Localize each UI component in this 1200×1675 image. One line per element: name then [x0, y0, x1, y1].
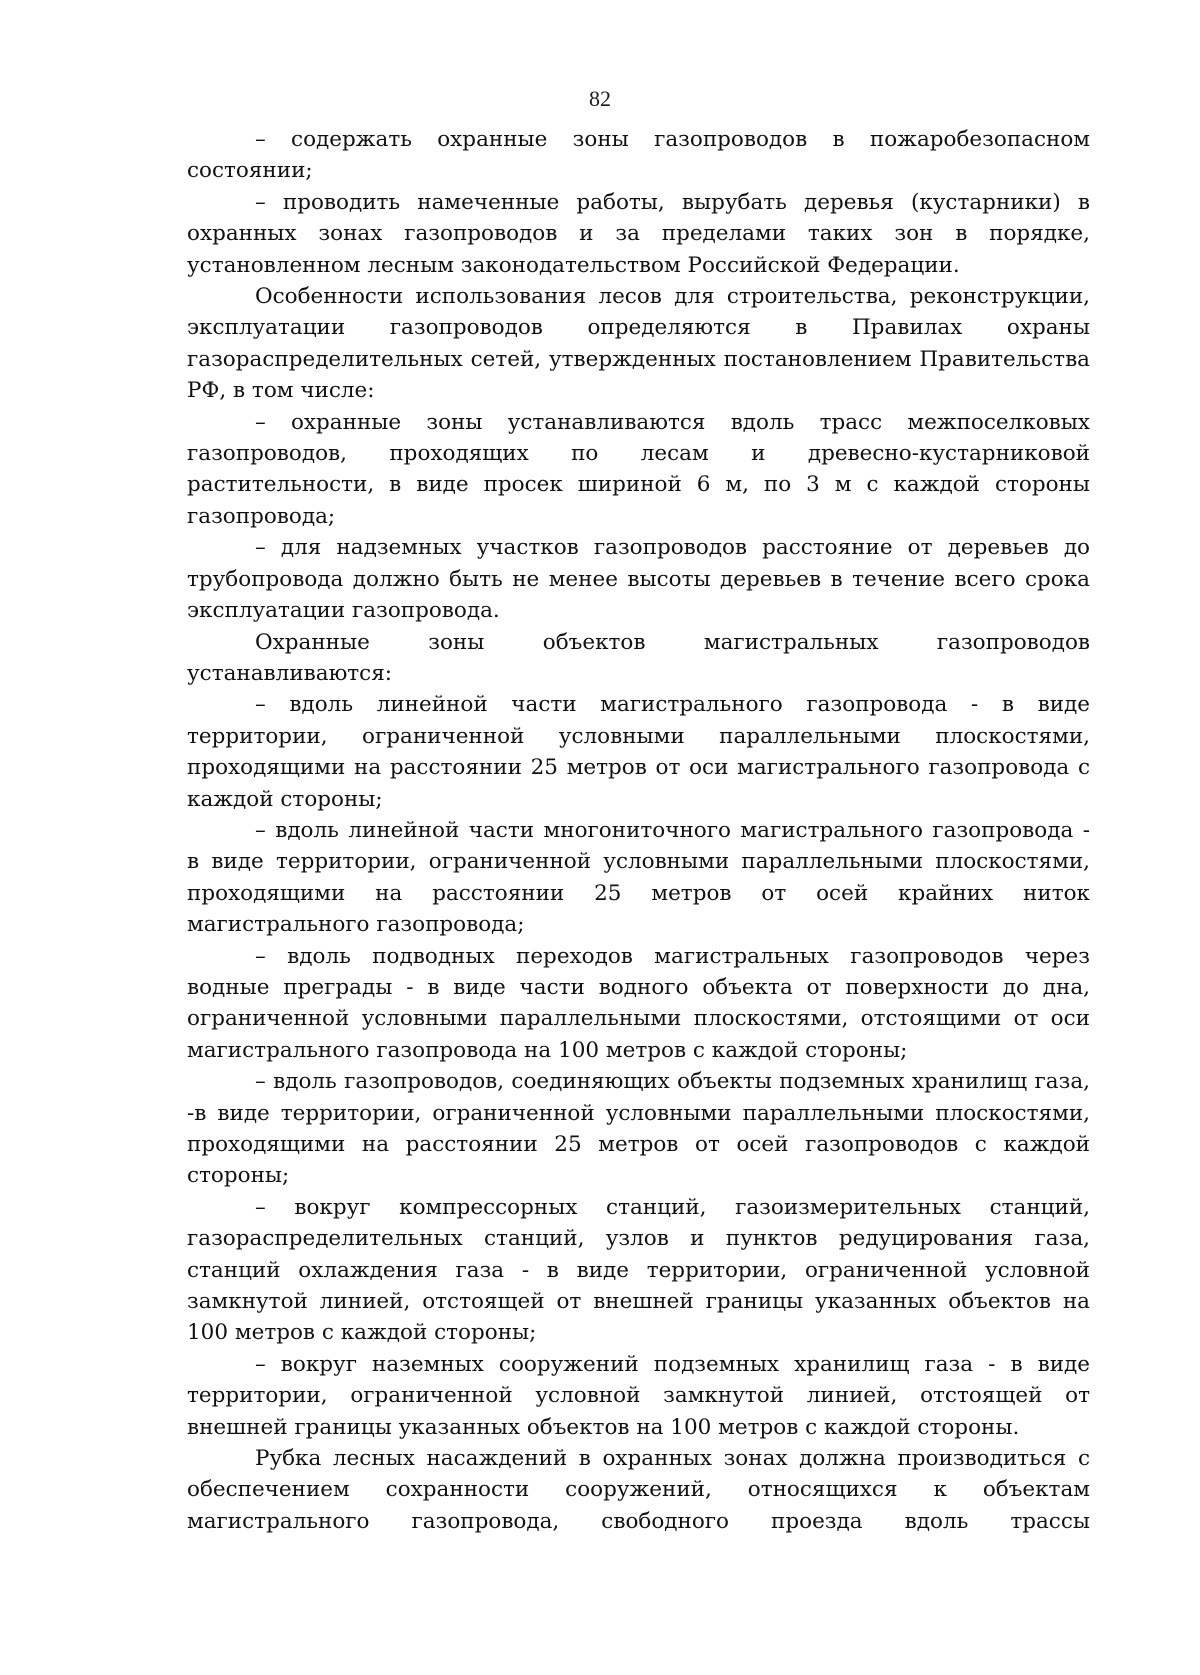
paragraph-bullet-compressor-stations: – вокруг компрессорных станций, газоизмерительных станций, газораспределительных станций, узлов и пунктов редуцирования газа, станций охлаждения газа - в виде территории, ограниченной условной замкнутой линией, отстоящей от внешней границы указанных объектов на 100 метров с каждой стороны; [187, 1194, 1090, 1346]
paragraph-bullet-multi-line-pipeline: – вдоль линейной части многониточного магистрального газопровода - в виде территории, ограниченной условными параллельными плоскостями, проходящими на расстоянии 25 метров от осей крайних ниток магистрального газопровода; [187, 817, 1090, 938]
paragraph-bullet-underwater-crossings: – вдоль подводных переходов магистральных газопроводов через водные преграды - в виде части водного объекта от поверхности до дна, ограниченной условными параллельными плоскостями, отстоящими от оси магистрального газопровода на 100 метров с каждой стороны; [187, 943, 1090, 1063]
paragraph-forest-use-rules: Особенности использования лесов для строительства, реконструкции, эксплуатации газопроводов определяются в Правилах охраны газораспределительных сетей, утвержденных постановлением Правительства РФ, в том числе: [187, 284, 1090, 404]
paragraph-bullet-protection-zones-clearings: – охранные зоны устанавливаются вдоль трасс межпоселковых газопроводов, проходящих по лесам и древесно-кустарниковой растительности, в виде просек шириной 6 м, по 3 м с каждой стороны газопровода; [187, 409, 1090, 529]
paragraph-bullet-storage-connections: – вдоль газопроводов, соединяющих объекты подземных хранилищ газа, -в виде территории, ограниченной условными параллельными плоскостями, проходящими на расстоянии 25 метров от осей газопроводов с каждой стороны; [187, 1069, 1090, 1189]
paragraph-bullet-linear-part: – вдоль линейной части магистрального газопровода - в виде территории, ограниченной условными параллельными плоскостями, проходящими на расстоянии 25 метров от оси магистрального газопровода с каждой стороны; [187, 692, 1090, 812]
paragraph-cutting-requirements: Рубка лесных насаждений в охранных зонах должна производиться с обеспечением сохранности сооружений, относящихся к объектам магистрального газопровода, свободного проезда вдоль трассы [187, 1446, 1090, 1534]
paragraph-bullet-fire-safety: – содержать охранные зоны газопроводов в пожаробезопасном состоянии; [187, 127, 1090, 184]
paragraph-trunk-pipeline-zones-intro: Охранные зоны объектов магистральных газопроводов устанавливаются: [187, 629, 1090, 686]
document-body [187, 124, 1090, 1537]
page-number: 82 [589, 86, 611, 111]
paragraph-bullet-aboveground-sections: – для надземных участков газопроводов расстояние от деревьев до трубопровода должно быть не менее высоты деревьев в течение всего срока эксплуатации газопровода. [187, 535, 1090, 624]
paragraph-bullet-storage-facilities: – вокруг наземных сооружений подземных хранилищ газа - в виде территории, ограниченной условной замкнутой линией, отстоящей от внешней границы указанных объектов на 100 метров с каждой стороны. [187, 1351, 1090, 1440]
paragraph-bullet-tree-cutting: – проводить намеченные работы, вырубать деревья (кустарники) в охранных зонах газопроводов и за пределами таких зон в порядке, установленном лесным законодательством Российской Федерации. [187, 189, 1090, 278]
